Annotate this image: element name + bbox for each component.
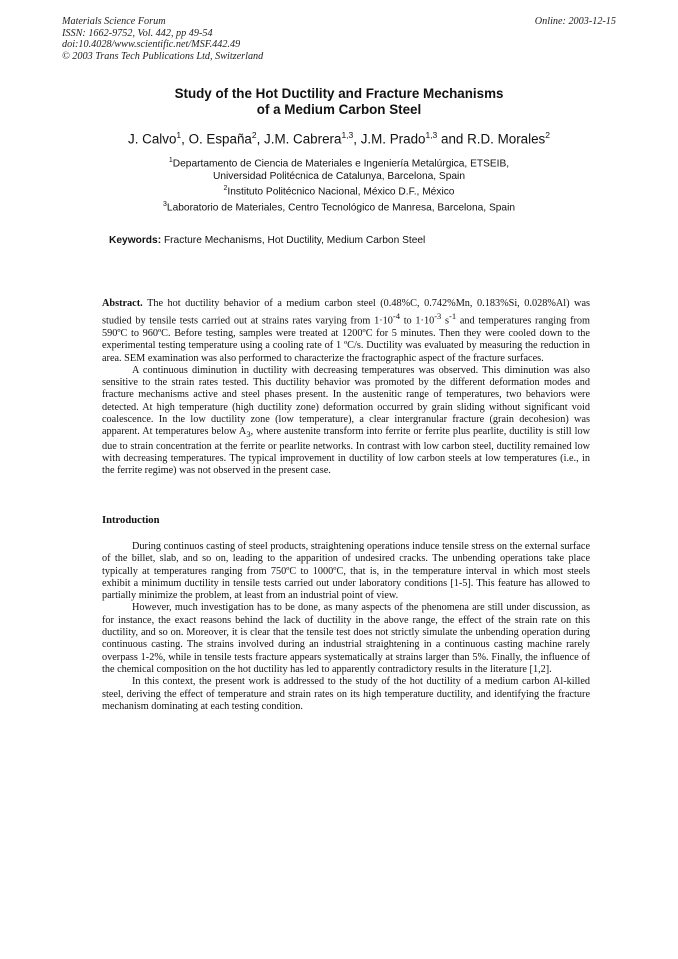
exponent: -4 xyxy=(392,311,400,322)
exponent: -3 xyxy=(434,311,442,322)
affiliation-1 xyxy=(80,155,598,183)
affil-sup: 1 xyxy=(168,157,173,164)
abstract-text: A continuous diminution in ductility with decreasing temperatures was observed. This diminution was also sensitive to the strain rates tested. This ductility behavior was promoted by the different deformation modes and fracture mechanisms active and steel phases present. In the austenitic range of temperatures, two behaviors were detected. At high temperature (high ductility zone) deformation occurred by grain sliding without significant void coalescence. In the low ductility zone (low temperature), a clear intergranular fracture (grain decohesion) was apparent. At temperatures below A xyxy=(102,364,590,438)
affil-1-line-1: Departamento de Ciencia de Materiales e Ingeniería Metalúrgica, ETSEIB, xyxy=(172,158,510,170)
author-name: J. Calvo xyxy=(128,131,177,147)
intro-paragraph-2: However, much investigation has to be done, as many aspects of the phenomena are still under discussion, as for instance, the exact reasons behind the lack of ductility in the above range, the effect of the strain rate on this ductility, and so on. Moreover, it is clear that the tensile test does not strictly simulate the unbending operation during continuous casting. The strains involved during an industrial straightening in a continuous casting machine rarely overpass 1-2%, while in tensile tests fracture appears systematically at strains larger than 5%. Finally, the influence of the chemical composition on the hot ductility has led to apparently contradictory results in the literature [1,2]. xyxy=(102,602,590,675)
keywords-label: Keywords: xyxy=(109,235,162,246)
subscript: 3 xyxy=(246,429,251,440)
exponent: -1 xyxy=(449,311,457,322)
intro-paragraph-3: In this context, the present work is addressed to the study of the hot ductility of a medium carbon Al-killed steel, deriving the effect of temperature and strain rates on its high temperature ductility, and identifying the fracture mechanism dominating at each testing condition. xyxy=(102,676,590,712)
introduction-heading: Introduction xyxy=(102,515,160,526)
affiliation-3 xyxy=(80,199,598,215)
abstract-text: to 1·10 xyxy=(399,315,435,327)
journal-copyright: © 2003 Trans Tech Publications Ltd, Switzerland xyxy=(62,50,264,62)
affiliation-2 xyxy=(80,183,598,199)
keywords xyxy=(109,235,609,246)
abstract xyxy=(102,298,590,478)
journal-issn: ISSN: 1662-9752, Vol. 442, pp 49-54 xyxy=(62,27,213,39)
abstract-paragraph-1 xyxy=(102,298,590,365)
journal-header xyxy=(62,16,616,62)
affil-sup: 3 xyxy=(163,201,167,208)
abstract-text: and temperatures ranging from 590ºC to 960ºC. Before testing, samples were treated at 1200ºC for 5 minutes. Then they were cooled down to the experimental testing temperature using a cooling rate of 1 ºC/s. Ductility was evaluated by measuring the reduction in area. SEM examination was also performed to characterize the fractographic aspect of the fracture surfaces. xyxy=(102,315,590,364)
author-name: R.D. Morales xyxy=(467,131,546,147)
author-name: J.M. Prado xyxy=(360,131,426,147)
author-list: J. Calvo$^1$, O. España$^2$, J.M. Cabrera$^{1,3}$, J.M. Prado$^{1,3}$ and R.D. Morales$^2$ xyxy=(128,130,550,147)
author-affil-sup: 1,3 xyxy=(425,130,438,140)
journal-name: Materials Science Forum xyxy=(62,16,166,27)
author-name: O. España xyxy=(188,131,252,147)
author-affil-sup: 1 xyxy=(176,130,182,140)
abstract-label: Abstract. xyxy=(102,298,143,309)
affil-2-text: Instituto Politécnico Nacional, México D.F., México xyxy=(227,186,455,198)
author-name: J.M. Cabrera xyxy=(264,131,342,147)
abstract-text: s xyxy=(441,315,450,327)
title-line-2: of a Medium Carbon Steel xyxy=(256,102,422,117)
journal-doi[interactable]: doi:10.4028/www.scientific.net/MSF.442.49 xyxy=(62,39,241,50)
affil-sup: 2 xyxy=(223,185,228,192)
intro-paragraph-1: During continuos casting of steel products, straightening operations induce tensile stress on the external surface of the billet, slab, and so on, leading to the apparition of undesired cracks. The unbending operations take place typically at temperatures ranging from 750ºC to 1000ºC, that is, in the temperature interval in which most steels exhibit a minimum ductility in tensile tests carried out under laboratory conditions [1-5]. This feature has allowed to partially minimize the problem, at least from an industrial point of view. xyxy=(102,541,590,602)
abstract-paragraph-2 xyxy=(102,365,590,478)
author-affil-sup: 1,3 xyxy=(341,130,354,140)
abstract-text: , where austenite transform into ferrite or ferrite plus pearlite, ductility is still low due to strain concentration at the ferrite or pearlite networks. In contrast with low carbon steel, ductility remained low with decreasing temperatures. The typical improvement in ductility of low carbon steels at low temperatures (i.e., in the ferrite regime) was not observed in the present case. xyxy=(102,426,590,477)
affil-3-text: Laboratorio de Materiales, Centro Tecnológico de Manresa, Barcelona, Spain xyxy=(166,202,515,214)
author-affil-sup: 2 xyxy=(251,130,257,140)
author-affil-sup: 2 xyxy=(545,130,550,140)
online-date: Online: 2003-12-15 xyxy=(534,16,616,27)
introduction-body xyxy=(102,541,590,713)
paper-title xyxy=(120,86,558,118)
abstract-text: The hot ductility behavior of a medium carbon steel (0.48%C, 0.742%Mn, 0.183%Si, 0.028%Al) was studied by tensile tests carried out at strains rates varying from 1·10 xyxy=(102,298,590,327)
keywords-text: Fracture Mechanisms, Hot Ductility, Medium Carbon Steel xyxy=(163,235,426,246)
title-line-1: Study of the Hot Ductility and Fracture Mechanisms xyxy=(174,86,504,101)
affil-1-line-2: Universidad Politécnica de Catalunya, Barcelona, Spain xyxy=(212,170,465,182)
